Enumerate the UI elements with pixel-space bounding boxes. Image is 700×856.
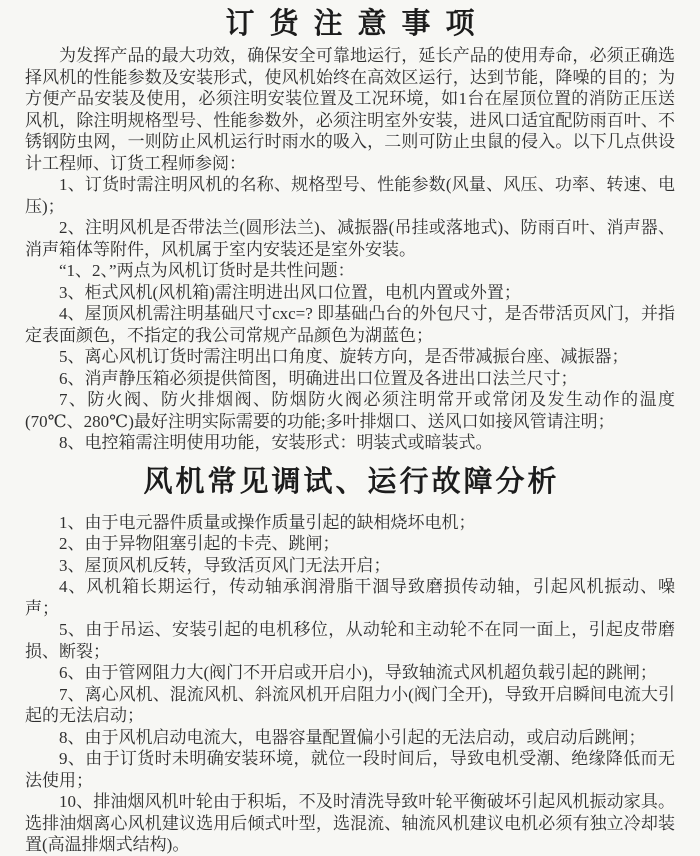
section1-item-2: 2、注明风机是否带法兰(圆形法兰)、减振器(吊挂或落地式)、防雨百叶、消声器、消声箱体等附件，风机属于室内安装还是室外安装。 [25,218,675,259]
section2-item-2: 2、由于异物阻塞引起的卡壳、跳闸； [59,534,340,553]
section1-intro: 为发挥产品的最大功效，确保安全可靠地运行，延长产品的使用寿命，必须正确选择风机的性能参数及安装形式，使风机始终在高效区运行，达到节能，降噪的目的；为方便产品安装及使用，必须注明安装位置及工况环境，如1台在屋顶位置的消防正压送风机，除注明规格型号、性能参数外，必须注明室外安装，进风口适宜配防雨百叶、不锈钢防虫网，一则防止风机运行时雨水的吸入，二则可防止虫鼠的侵入。以下几点供设计工程师、订货工程师参阅： [25,46,675,173]
section2-item-3: 3、屋顶风机反转，导致活页风门无法开启； [59,555,391,575]
section2-item-8: 8、由于风机启动电流大，电器容量配置偏小引起的无法启动，或启动后跳闸； [59,727,646,747]
section2-item-4: 4、风机箱长期运行，传动轴承润滑脂干涸导致磨损传动轴，引起风机振动、噪声； [25,577,675,618]
section1-common-note: “1、2、”两点为风机订货时是共性问题： [59,261,355,280]
section1-item-1: 1、订货时需注明风机的名称、规格型号、性能参数(风量、风压、功率、转速、电压)； [25,175,675,216]
section2-item-7: 7、离心风机、混流风机、斜流风机开启阻力小(阀门全开)，导致开启瞬间电流大引起的无法启动； [25,684,675,725]
section1-item-7: 7、防火阀、防火排烟阀、防烟防火阀必须注明常开或常闭及发生动作的温度(70℃、280℃)最好注明实际需要的功能;多叶排烟口、送风口如接风管请注明； [25,390,675,431]
section2-item-9: 9、由于订货时未明确安装环境，就位一段时间后，导致电机受潮、绝缘降低而无法使用； [25,749,675,790]
section1-item-6: 6、消声静压箱必须提供简图，明确进出口位置及各进出口法兰尺寸； [59,368,578,388]
section1-title: 订货注意事项 [225,8,490,40]
section2-title: 风机常见调试、运行故障分析 [143,465,560,498]
section1-item-4: 4、屋顶风机需注明基础尺寸cxc=? 即基础凸台的外包尺寸，是否带活页风门，并指定表面颜色，不指定的我公司常规产品颜色为湖蓝色； [25,304,675,345]
section2-item-6: 6、由于管网阻力大(阀门不开启或开启小)，导致轴流式风机超负载引起的跳闸； [59,663,657,682]
section2-item-10: 10、排油烟风机叶轮由于积垢，不及时清洗导致叶轮平衡破坏引起风机振动家具。选排油烟离心风机建议选用后倾式叶型，选混流、轴流风机建议电机必须有独立冷却装置(高温排烟式结构)。 [25,792,675,854]
section1-item-3: 3、柜式风机(风机箱)需注明进出风口位置，电机内置或外置； [59,282,521,302]
section1-item-8: 8、电控箱需注明使用功能，安装形式：明装式或暗装式。 [59,433,493,452]
section1-item-5: 5、离心风机订货时需注明出口角度、旋转方向，是否带减振台座、减振器； [59,347,629,366]
section2-item-1: 1、由于电元器件质量或操作质量引起的缺相烧坏电机； [59,512,476,532]
section2-item-5: 5、由于吊运、安装引起的电机移位，从动轮和主动轮不在同一面上，引起皮带磨损、断裂； [25,620,675,661]
